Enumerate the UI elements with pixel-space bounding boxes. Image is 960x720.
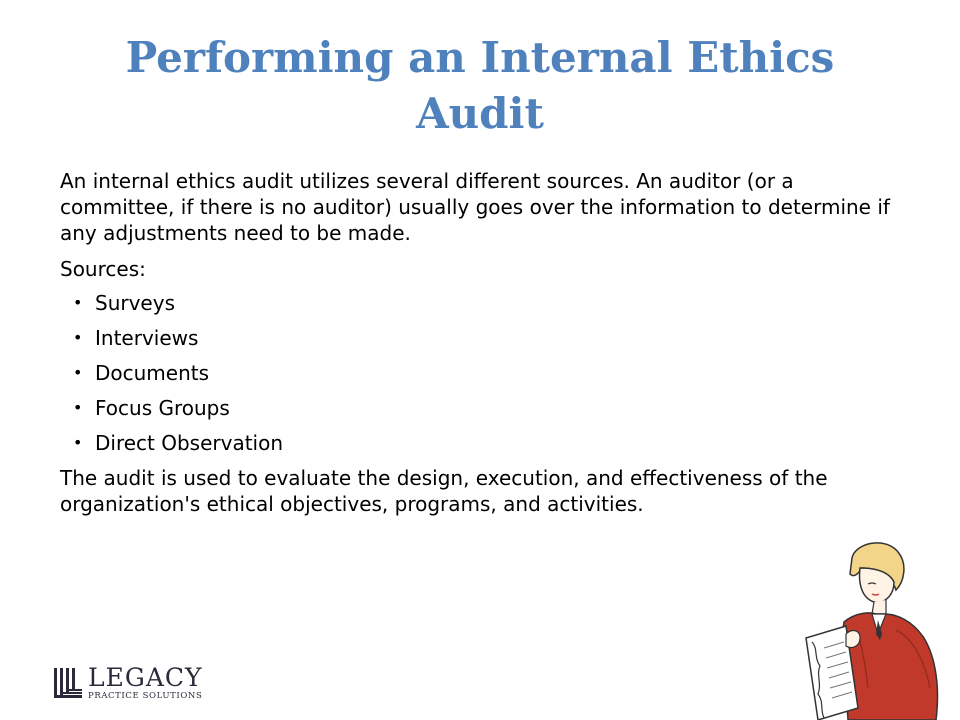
slide-body: [60, 168, 910, 517]
bullet-icon: •: [73, 293, 83, 312]
list-item-label: Surveys: [95, 291, 175, 315]
bullet-icon: •: [73, 328, 83, 347]
list-item-label: Interviews: [95, 326, 199, 350]
list-item-label: Direct Observation: [95, 431, 284, 455]
bullet-icon: •: [73, 363, 83, 382]
legacy-logo: [52, 664, 202, 704]
list-item: [60, 395, 910, 421]
closing-paragraph: The audit is used to evaluate the design, execution, and effectiveness of the organization's ethical objectives, programs, and activities.: [60, 466, 828, 516]
list-item-label: Focus Groups: [95, 396, 230, 420]
logo-subtitle: PRACTICE SOLUTIONS: [88, 691, 203, 701]
bullet-icon: •: [73, 398, 83, 417]
intro-paragraph: An internal ethics audit utilizes several different sources. An auditor (or a committee, if there is no auditor) usually goes over the information to determine if any adjustments need to be made.: [60, 169, 890, 245]
logo-bars-icon: [52, 666, 84, 700]
bullet-icon: •: [73, 433, 83, 452]
list-item: [60, 290, 910, 316]
list-item-label: Documents: [95, 361, 210, 385]
list-item: [60, 360, 910, 386]
list-item: [60, 430, 910, 456]
slide-title: Performing an Internal Ethics Audit: [125, 33, 835, 138]
logo-name: LEGACY: [88, 663, 203, 692]
sources-label: Sources:: [60, 257, 146, 281]
sources-list: [60, 290, 910, 456]
list-item: [60, 325, 910, 351]
woman-reading-document-icon: [800, 538, 960, 720]
